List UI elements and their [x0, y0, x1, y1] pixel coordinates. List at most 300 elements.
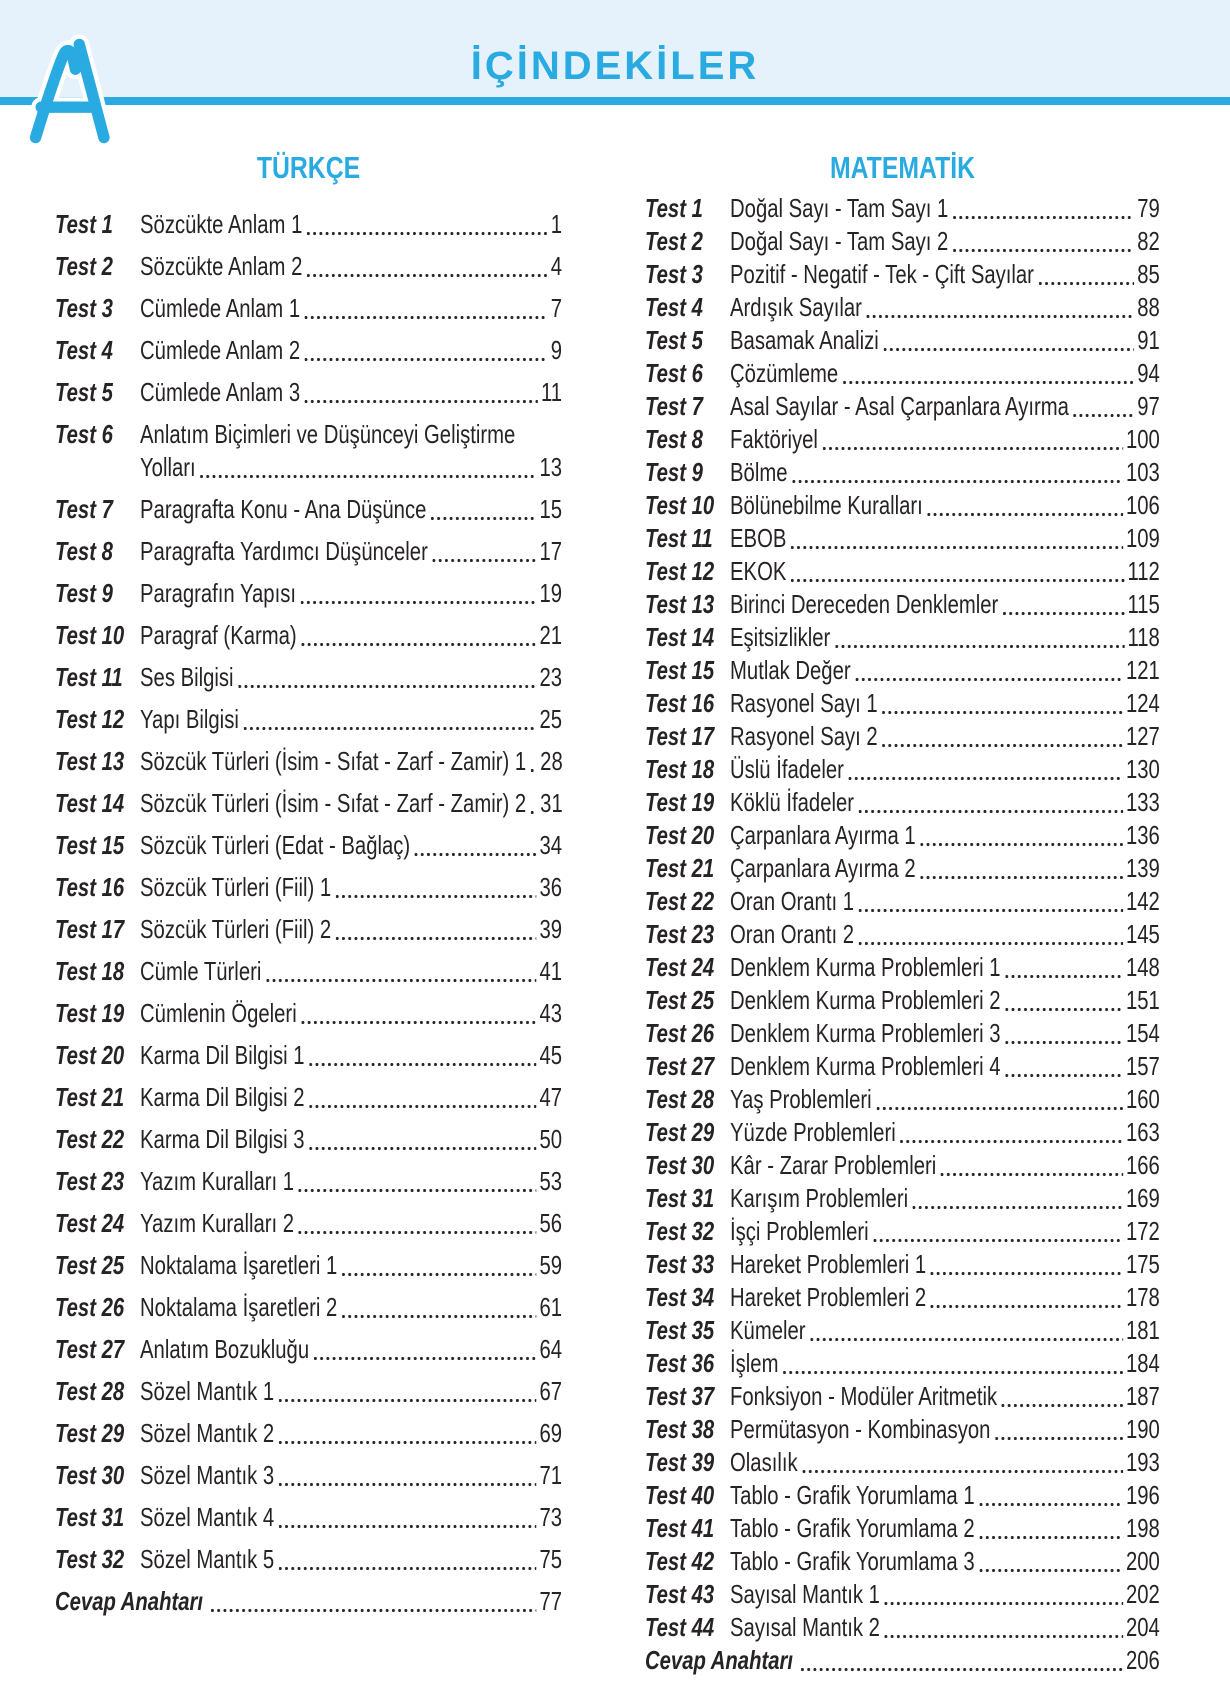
toc-line: [645, 226, 1160, 259]
test-label: Test 21: [55, 1082, 125, 1112]
toc-line: [645, 622, 1160, 655]
page-number: 206: [1125, 1645, 1160, 1675]
toc-entry: [645, 853, 1160, 886]
toc-line: [645, 1513, 1160, 1546]
toc-entry: [55, 209, 562, 242]
toc-entry: [55, 1376, 562, 1409]
page-number: 97: [1137, 391, 1160, 421]
dot-leader: [882, 711, 1122, 714]
test-title: EBOB: [730, 523, 787, 553]
toc-entry: [55, 377, 562, 410]
test-title: Denklem Kurma Problemleri 1: [730, 952, 1001, 982]
page-number: 56: [539, 1208, 562, 1238]
test-title: Sözel Mantık 2: [140, 1418, 275, 1448]
test-label: Test 3: [645, 259, 703, 289]
toc-entry: [645, 1282, 1160, 1315]
dot-leader: [843, 381, 1134, 384]
toc-line: [645, 358, 1160, 391]
toc-line: [645, 1216, 1160, 1249]
test-label: Test 31: [55, 1502, 125, 1532]
toc-line: [55, 1166, 562, 1199]
test-label: Test 15: [645, 655, 715, 685]
test-title: Sayısal Mantık 2: [730, 1612, 880, 1642]
test-label: Test 17: [645, 721, 715, 751]
page-number: 88: [1137, 292, 1160, 322]
dot-leader: [305, 400, 538, 403]
dot-leader: [867, 315, 1135, 318]
test-title: Birinci Dereceden Denklemler: [730, 589, 999, 619]
dot-leader: [299, 1189, 537, 1192]
test-label: Test 19: [55, 998, 125, 1028]
toc-line: [645, 1183, 1160, 1216]
dot-leader: [1005, 1074, 1123, 1077]
dot-leader: [279, 1525, 536, 1528]
test-title: Pozitif - Negatif - Tek - Çift Sayılar: [730, 259, 1034, 289]
toc-entry: [55, 578, 562, 611]
dot-leader: [920, 843, 1123, 846]
dot-leader: [920, 876, 1123, 879]
test-title: Yüzde Problemleri: [730, 1117, 896, 1147]
toc-entry: [645, 655, 1160, 688]
page-number: 112: [1127, 556, 1160, 586]
toc-line: [645, 1282, 1160, 1315]
test-label: Test 1: [55, 209, 113, 239]
dot-leader: [823, 447, 1123, 450]
toc-line: [645, 259, 1160, 292]
dot-leader: [810, 1338, 1123, 1341]
dot-leader: [211, 1609, 537, 1612]
dot-leader: [279, 1441, 536, 1444]
test-title: Yapı Bilgisi: [140, 704, 239, 734]
dot-leader: [305, 316, 548, 319]
test-label: Test 37: [645, 1381, 715, 1411]
dot-leader: [279, 1399, 536, 1402]
toc-line: [55, 578, 562, 611]
test-title: Karma Dil Bilgisi 1: [140, 1040, 305, 1070]
toc-entry: [645, 292, 1160, 325]
dot-leader: [849, 777, 1123, 780]
toc-entry: [645, 325, 1160, 358]
test-label: Test 34: [645, 1282, 715, 1312]
test-label: Test 9: [645, 457, 703, 487]
toc-entry: [55, 419, 562, 485]
dot-leader: [299, 1231, 537, 1234]
test-label: Test 23: [645, 919, 715, 949]
dot-leader: [885, 1635, 1123, 1638]
test-label: Test 24: [645, 952, 715, 982]
dot-leader: [791, 546, 1123, 549]
toc-line: [55, 1376, 562, 1409]
toc-entry: [645, 919, 1160, 952]
test-title: Faktöriyel: [730, 424, 818, 454]
toc-entry: [55, 1460, 562, 1493]
page-number: 75: [539, 1544, 562, 1574]
toc-entry: [55, 536, 562, 569]
test-title: Denklem Kurma Problemleri 3: [730, 1018, 1001, 1048]
dot-leader: [1002, 1404, 1123, 1407]
toc-entry: [645, 1051, 1160, 1084]
page-number: 36: [539, 872, 562, 902]
page-number: 82: [1137, 226, 1160, 256]
test-title: Oran Orantı 1: [730, 886, 855, 916]
page-number: 11: [540, 377, 562, 407]
page-number: 198: [1125, 1513, 1160, 1543]
toc-line: [645, 1381, 1160, 1414]
toc-entry: [55, 1166, 562, 1199]
test-label: Test 20: [645, 820, 715, 850]
test-label: Cevap Anahtarı: [645, 1645, 794, 1675]
test-title: Cümle Türleri: [140, 956, 262, 986]
test-title: EKOK: [730, 556, 787, 586]
toc-line: [645, 523, 1160, 556]
toc-entry: [55, 662, 562, 695]
page-number: 196: [1125, 1480, 1160, 1510]
test-title: Cümlenin Ögeleri: [140, 998, 297, 1028]
toc-line: [55, 536, 562, 569]
toc-entry: [645, 1117, 1160, 1150]
test-label: Test 26: [645, 1018, 715, 1048]
page-number: 73: [539, 1502, 562, 1532]
test-label: Test 43: [645, 1579, 715, 1609]
toc-line: [55, 209, 562, 242]
dot-leader: [873, 1239, 1123, 1242]
test-title: Anlatım Bozukluğu: [140, 1334, 310, 1364]
toc-line: [55, 1082, 562, 1115]
test-label: Test 26: [55, 1292, 125, 1322]
toc-line: [645, 391, 1160, 424]
dot-leader: [301, 601, 537, 604]
test-title: Olasılık: [730, 1447, 798, 1477]
dot-leader: [859, 942, 1123, 945]
dot-leader: [913, 1206, 1123, 1209]
dot-leader: [301, 1021, 536, 1024]
dot-leader: [307, 274, 548, 277]
toc-entry: [645, 985, 1160, 1018]
test-title: Mutlak Değer: [730, 655, 851, 685]
page-number: 175: [1125, 1249, 1160, 1279]
dot-leader: [791, 579, 1124, 582]
page-number: 133: [1125, 787, 1160, 817]
test-title: Ardışık Sayılar: [730, 292, 862, 322]
toc-entry: [55, 1544, 562, 1577]
toc-line: [645, 325, 1160, 358]
toc-line: [645, 919, 1160, 952]
test-title: Sözcükte Anlam 1: [140, 209, 303, 239]
toc-entry: [645, 523, 1160, 556]
dot-leader: [531, 811, 537, 814]
test-title: Tablo - Grafik Yorumlama 1: [730, 1480, 975, 1510]
test-title: Bölünebilme Kuralları: [730, 490, 923, 520]
page-number: 17: [539, 536, 562, 566]
toc-entry: [645, 886, 1160, 919]
toc-entry: [55, 830, 562, 863]
toc-entry: [645, 424, 1160, 457]
toc-entry: [645, 622, 1160, 655]
test-title: Sözcükte Anlam 2: [140, 251, 303, 281]
test-label: Test 28: [645, 1084, 715, 1114]
page-number: 160: [1125, 1084, 1160, 1114]
page-number: 145: [1125, 919, 1160, 949]
test-title: Paragrafta Yardımcı Düşünceler: [140, 536, 428, 566]
page-number: 15: [539, 494, 562, 524]
test-title: İşlem: [730, 1348, 779, 1378]
toc-line: [55, 620, 562, 653]
test-title: Noktalama İşaretleri 1: [140, 1250, 338, 1280]
test-label: Test 10: [645, 490, 715, 520]
toc-entry: [55, 746, 562, 779]
test-label: Test 32: [645, 1216, 715, 1246]
test-label: Test 36: [645, 1348, 715, 1378]
test-label: Test 2: [645, 226, 703, 256]
test-label: Test 20: [55, 1040, 125, 1070]
toc-entry: [55, 1502, 562, 1535]
page-number: 100: [1125, 424, 1160, 454]
test-title: Cümlede Anlam 3: [140, 377, 301, 407]
page-number: 4: [550, 251, 562, 281]
toc-line: [55, 788, 562, 821]
toc-entry: [645, 226, 1160, 259]
toc-line: [55, 377, 562, 410]
toc-entry: [645, 1381, 1160, 1414]
test-title: Rasyonel Sayı 1: [730, 688, 878, 718]
page-number: 21: [539, 620, 562, 650]
toc-line: [55, 956, 562, 989]
toc-line: [55, 494, 562, 527]
page-number: 47: [539, 1082, 562, 1112]
test-label: Test 24: [55, 1208, 125, 1238]
dot-leader: [1074, 414, 1135, 417]
test-title: İşçi Problemleri: [730, 1216, 869, 1246]
test-label: Test 7: [645, 391, 703, 421]
test-title: Üslü İfadeler: [730, 754, 844, 784]
test-title: Çözümleme: [730, 358, 839, 388]
test-title: Basamak Analizi: [730, 325, 879, 355]
test-label: Test 19: [645, 787, 715, 817]
toc-entry: [645, 589, 1160, 622]
toc-entry: [645, 490, 1160, 523]
toc-line: [55, 1250, 562, 1283]
toc-line: [55, 872, 562, 905]
toc-line: [645, 1447, 1160, 1480]
toc-entry: [645, 1480, 1160, 1513]
page-number: 103: [1125, 457, 1160, 487]
page-number: 71: [539, 1460, 562, 1490]
page-number: 118: [1127, 622, 1160, 652]
toc-entry: [645, 1348, 1160, 1381]
page-number: 130: [1125, 754, 1160, 784]
toc-entry: [645, 1645, 1160, 1678]
test-label: Test 27: [55, 1334, 125, 1364]
page-number: 139: [1125, 853, 1160, 883]
toc-line: [55, 1460, 562, 1493]
test-label: Test 14: [645, 622, 715, 652]
toc-line: [645, 490, 1160, 523]
test-label: Test 9: [55, 578, 113, 608]
dot-leader: [336, 937, 536, 940]
test-label: Test 8: [55, 536, 113, 566]
page-number: 85: [1137, 259, 1160, 289]
column-turkce: [55, 105, 562, 1678]
toc-entry: [55, 1208, 562, 1241]
test-label: Test 32: [55, 1544, 125, 1574]
test-label: Test 44: [645, 1612, 715, 1642]
test-title: Bölme: [730, 457, 788, 487]
page-number: 151: [1125, 985, 1160, 1015]
page-number: 34: [539, 830, 562, 860]
toc-line: [55, 830, 562, 863]
dot-leader: [882, 744, 1122, 747]
page-number: 136: [1125, 820, 1160, 850]
test-title: Noktalama İşaretleri 2: [140, 1292, 338, 1322]
page-number: 109: [1125, 523, 1160, 553]
test-label: Test 11: [645, 523, 713, 553]
toc-entry: [645, 820, 1160, 853]
dot-leader: [979, 1569, 1123, 1572]
toc-line: [645, 1546, 1160, 1579]
toc-line: [55, 1502, 562, 1535]
test-label: Test 16: [645, 688, 715, 718]
dot-leader: [415, 853, 536, 856]
page-number: 154: [1125, 1018, 1160, 1048]
page-number: 1: [550, 209, 562, 239]
test-label: Test 22: [55, 1124, 125, 1154]
test-title: Ses Bilgisi: [140, 662, 234, 692]
test-title: Cümlede Anlam 1: [140, 293, 301, 323]
a-logo-icon: [27, 34, 122, 149]
page-number: 94: [1137, 358, 1160, 388]
toc-line: [645, 1645, 1160, 1678]
toc-line: [645, 1249, 1160, 1282]
toc-entry: [645, 1579, 1160, 1612]
test-label: Test 31: [645, 1183, 715, 1213]
toc-line: [645, 1150, 1160, 1183]
toc-line: [645, 655, 1160, 688]
test-label: Test 10: [55, 620, 125, 650]
dot-leader: [995, 1437, 1123, 1440]
page-number: 39: [539, 914, 562, 944]
dot-leader: [979, 1503, 1123, 1506]
page-number: 31: [540, 788, 563, 818]
toc-line: [645, 424, 1160, 457]
dot-leader: [855, 678, 1123, 681]
dot-leader: [342, 1315, 536, 1318]
toc-line: [645, 589, 1160, 622]
toc-line: [645, 1414, 1160, 1447]
dot-leader: [931, 1305, 1123, 1308]
test-title: Sözcük Türleri (İsim - Sıfat - Zarf - Zamir) 1: [140, 746, 527, 776]
test-title: Sözcük Türleri (Fiil) 1: [140, 872, 332, 902]
dot-leader: [927, 513, 1122, 516]
toc-line: [645, 754, 1160, 787]
toc-line: [55, 1586, 562, 1619]
toc-line: [55, 419, 562, 452]
test-title: Kümeler: [730, 1315, 806, 1345]
dot-leader: [835, 645, 1124, 648]
toc-line: [645, 1018, 1160, 1051]
toc-entry: [645, 556, 1160, 589]
page-number: 25: [539, 704, 562, 734]
page-number: 43: [539, 998, 562, 1028]
test-title: Kâr - Zarar Problemleri: [730, 1150, 937, 1180]
page-number: 204: [1125, 1612, 1160, 1642]
test-label: Test 21: [645, 853, 715, 883]
page-number: 41: [539, 956, 562, 986]
toc-line: [55, 998, 562, 1031]
dot-leader: [305, 358, 548, 361]
dot-leader: [1039, 282, 1135, 285]
toc-line: [645, 721, 1160, 754]
toc-entry: [645, 1018, 1160, 1051]
toc-entry: [55, 293, 562, 326]
test-title: Tablo - Grafik Yorumlama 3: [730, 1546, 975, 1576]
dot-leader: [1005, 975, 1123, 978]
test-title: Denklem Kurma Problemleri 4: [730, 1051, 1001, 1081]
dot-leader: [931, 1272, 1123, 1275]
toc-entry: [645, 1315, 1160, 1348]
toc-entry: [645, 259, 1160, 292]
toc-entry: [645, 1447, 1160, 1480]
test-label: Test 15: [55, 830, 125, 860]
test-label: Test 12: [55, 704, 125, 734]
test-label: Test 25: [55, 1250, 125, 1280]
toc-entry: [55, 1292, 562, 1325]
toc-line: [645, 292, 1160, 325]
test-label: Test 30: [55, 1460, 125, 1490]
page-number: 67: [539, 1376, 562, 1406]
page-number: 166: [1125, 1150, 1160, 1180]
toc-entry: [645, 193, 1160, 226]
dot-leader: [238, 685, 536, 688]
toc-entry: [55, 872, 562, 905]
toc-line: [645, 853, 1160, 886]
toc-line: [645, 457, 1160, 490]
toc-entry: [55, 1082, 562, 1115]
toc-line: [645, 886, 1160, 919]
test-label: Test 14: [55, 788, 125, 818]
test-title: Çarpanlara Ayırma 2: [730, 853, 916, 883]
test-title: Tablo - Grafik Yorumlama 2: [730, 1513, 975, 1543]
page-number: 91: [1137, 325, 1160, 355]
test-title: Paragrafın Yapısı: [140, 578, 296, 608]
toc-line: [55, 1544, 562, 1577]
test-label: Test 39: [645, 1447, 715, 1477]
page-number: 193: [1125, 1447, 1160, 1477]
page-number: 187: [1125, 1381, 1160, 1411]
test-label: Test 11: [55, 662, 123, 692]
dot-leader: [876, 1107, 1122, 1110]
toc-entry: [55, 494, 562, 527]
toc-entry: [55, 998, 562, 1031]
test-label: Test 6: [645, 358, 703, 388]
toc-entry: [55, 251, 562, 284]
dot-leader: [279, 1483, 536, 1486]
toc-entry: [55, 788, 562, 821]
dot-leader: [859, 909, 1123, 912]
test-title: Paragrafta Konu - Ana Düşünce: [140, 494, 427, 524]
toc-line: [55, 1124, 562, 1157]
test-label: Test 25: [645, 985, 715, 1015]
test-title: Sözel Mantık 1: [140, 1376, 275, 1406]
test-label: Test 23: [55, 1166, 125, 1196]
toc-line: [645, 787, 1160, 820]
dot-leader: [953, 216, 1134, 219]
test-label: Test 18: [645, 754, 715, 784]
page-number: 61: [539, 1292, 562, 1322]
toc-entry: [645, 1414, 1160, 1447]
toc-entry: [55, 1334, 562, 1367]
test-title: Rasyonel Sayı 2: [730, 721, 878, 751]
test-title: Çarpanlara Ayırma 1: [730, 820, 916, 850]
